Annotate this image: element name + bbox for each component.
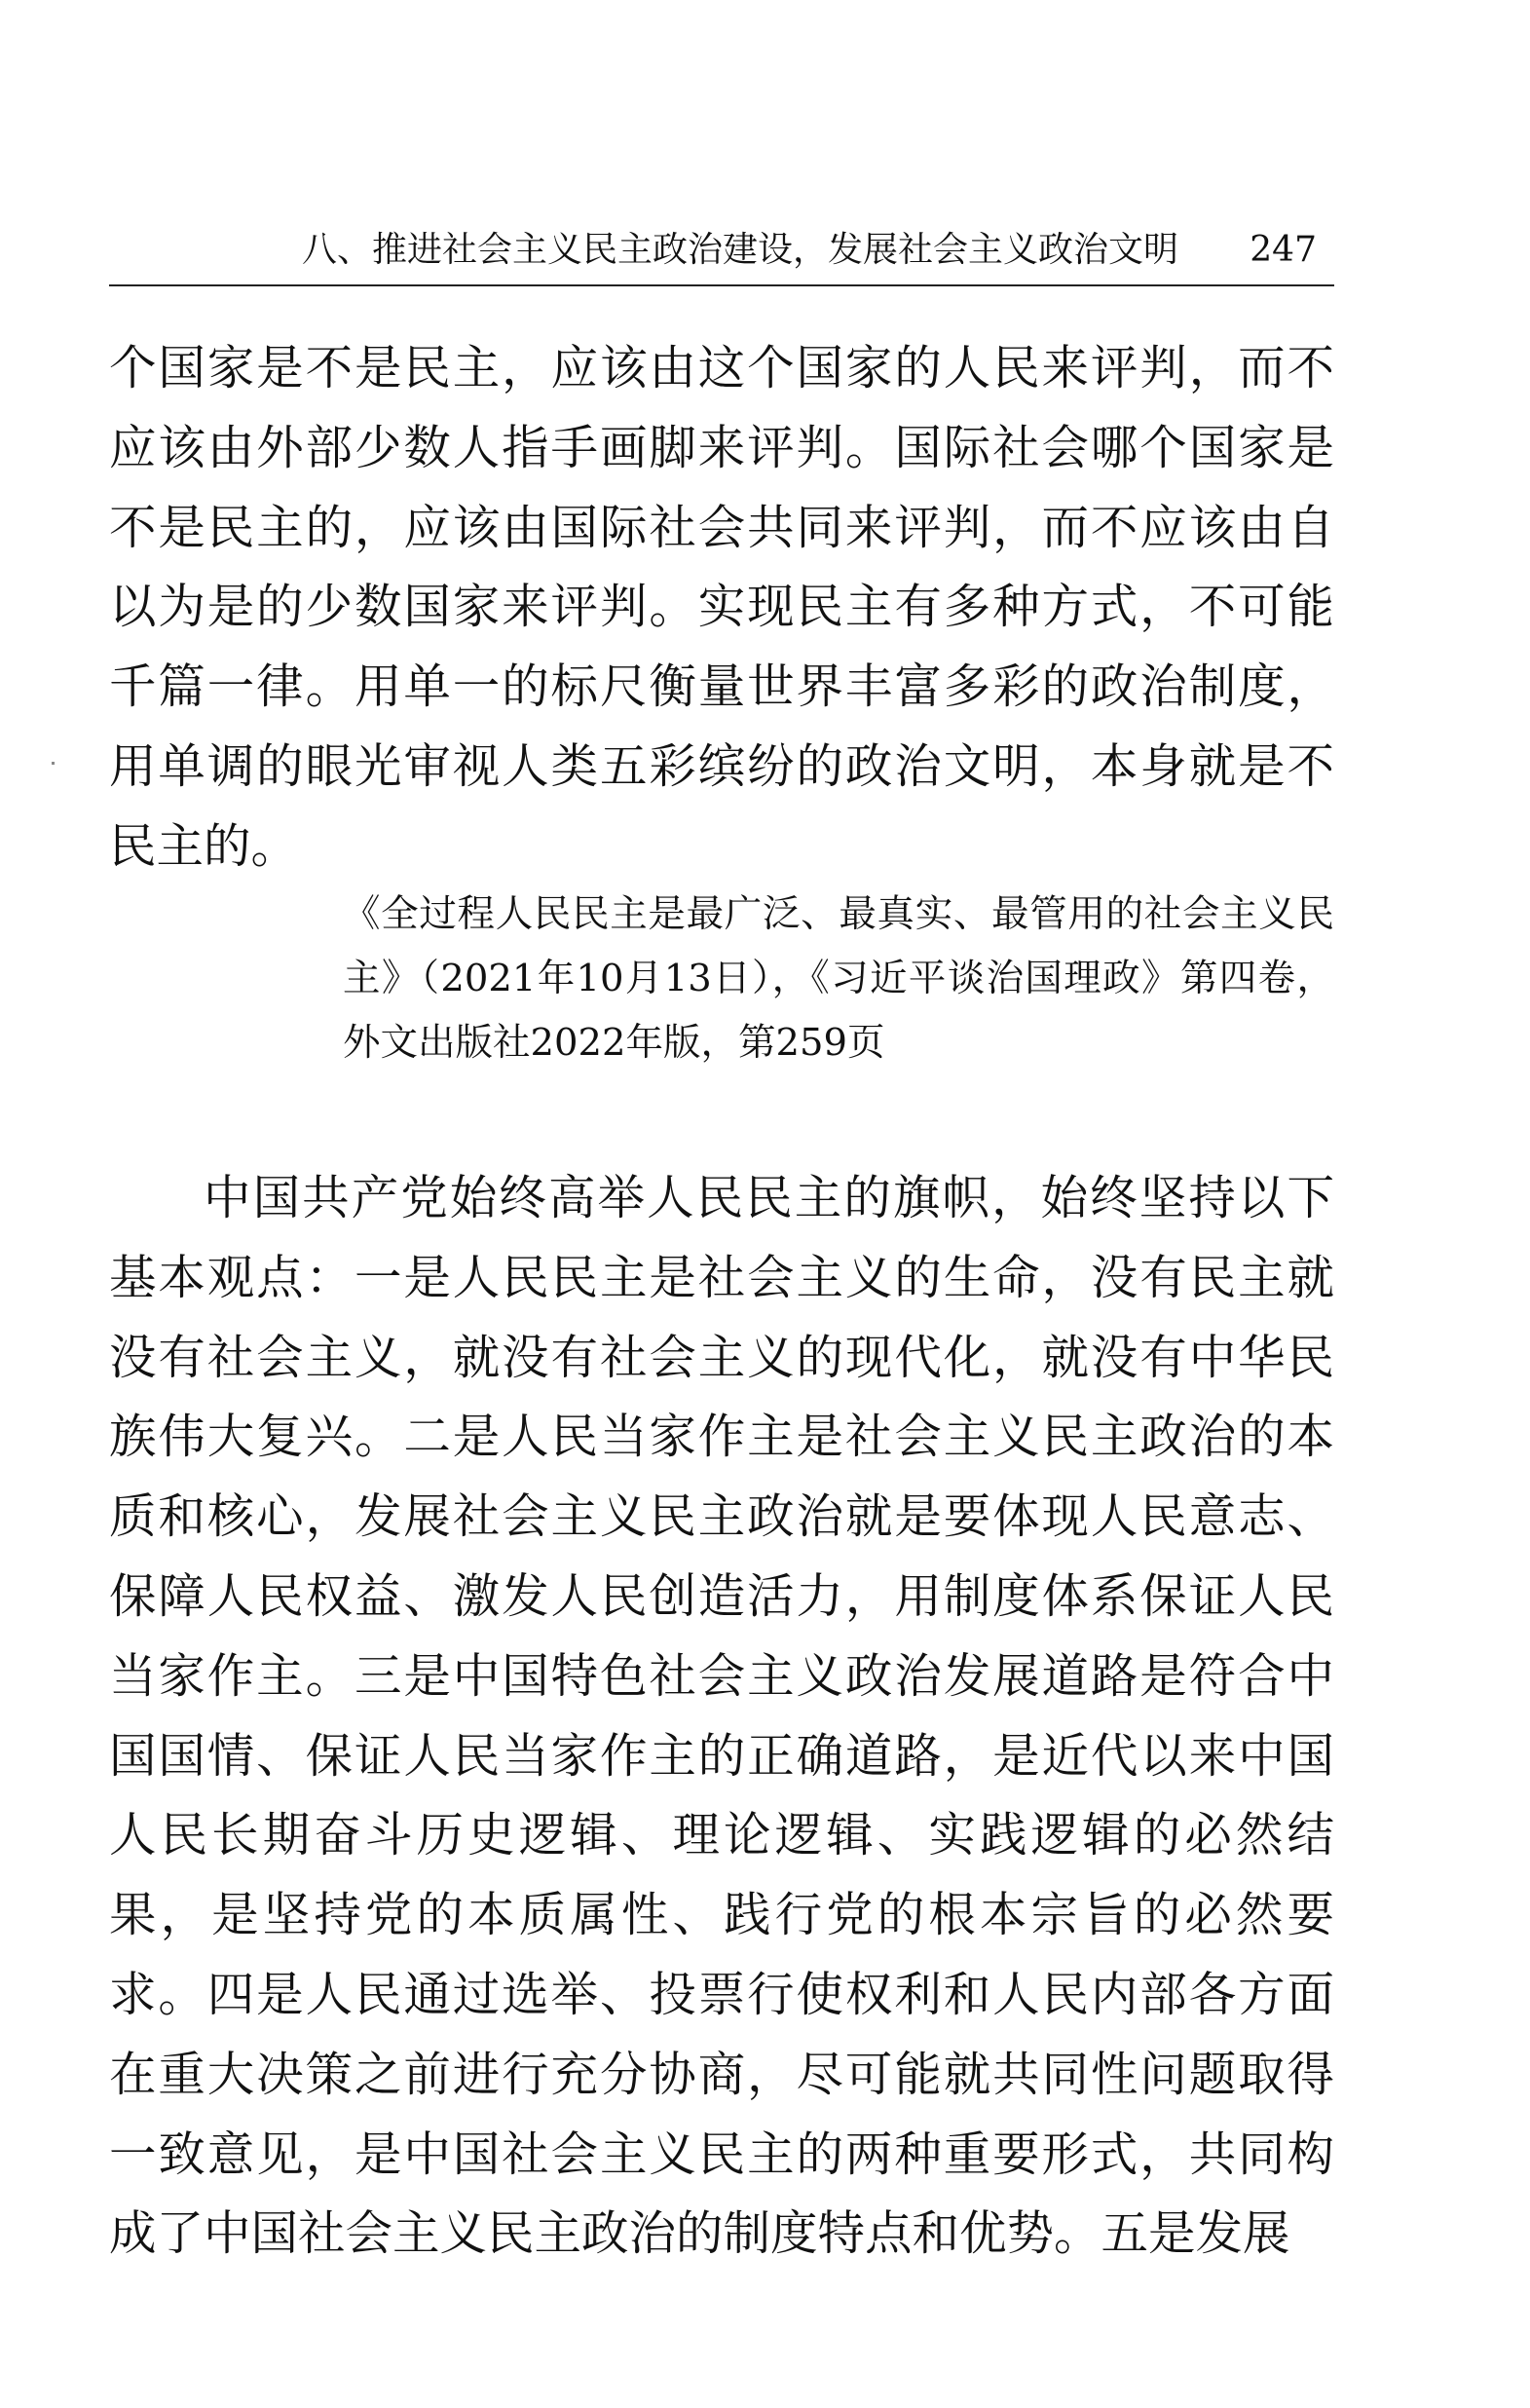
paragraph-main: 中国共产党始终高举人民民主的旗帜，始终坚持以下基本观点：一是人民民主是社会主义的生命，没有民主就没有社会主义，就没有社会主义的现代化，就没有中华民族伟大复兴。二是人民当家作主是社会主义民主政治的本质和核心，发展社会主义民主政治就是要体现人民意志、保障人民权益、激发人民创造活力，用制度体系保证人民当家作主。三是中国特色社会主义政治发展道路是符合中国国情、保证人民当家作主的正确道路，是近代以来中国人民长期奋斗历史逻辑、理论逻辑、实践逻辑的必然结果，是坚持党的本质属性、践行党的根本宗旨的必然要求。四是人民通过选举、投票行使权利和人民内部各方面在重大决策之前进行充分协商，尽可能就共同性问题取得一致意见，是中国社会主义民主的两种重要形式，共同构成了中国社会主义民主政治的制度特点和优势。五是发展 <box>109 1171 1334 2262</box>
paragraph-quote: 个国家是不是民主，应该由这个国家的人民来评判，而不应该由外部少数人指手画脚来评判。国际社会哪个国家是不是民主的，应该由国际社会共同来评判，而不应该由自以为是的少数国家来评判。实现民主有多种方式，不可能千篇一律。用单一的标尺衡量世界丰富多彩的政治制度，用单调的眼光审视人类五彩缤纷的政治文明，本身就是不民主的。 <box>109 341 1334 874</box>
citation-source: 《全过程人民民主是最广泛、最真实、最管用的社会主义民主》（2021年10月13日），《习近平谈治国理政》第四卷，外文出版社2022年版，第259页 <box>343 892 1334 1065</box>
margin-mark <box>52 762 55 765</box>
page-number: 247 <box>1250 230 1317 270</box>
chapter-title: 八、推进社会主义民主政治建设，发展社会主义政治文明 <box>301 230 1178 270</box>
running-header <box>109 226 1334 286</box>
